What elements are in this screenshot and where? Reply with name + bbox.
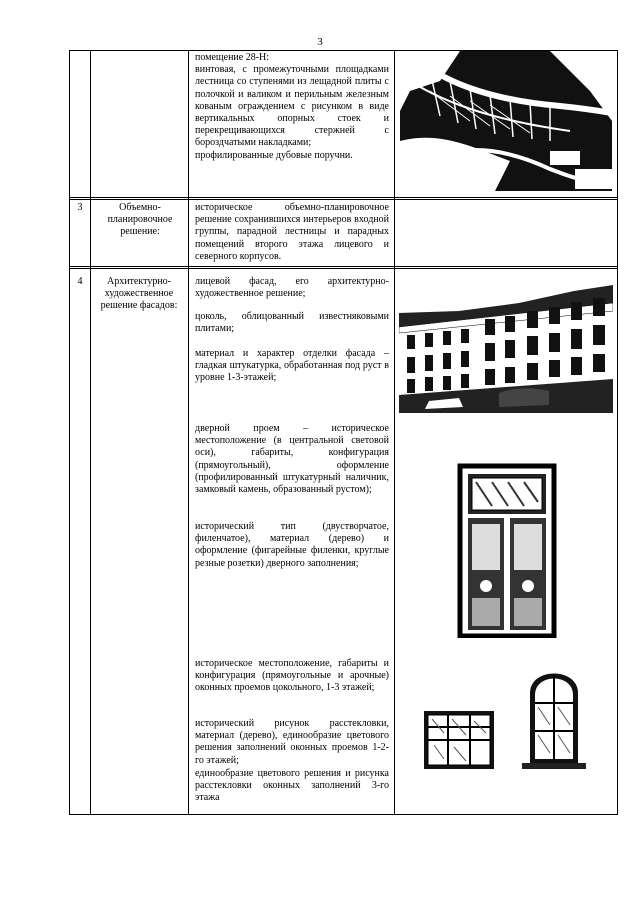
paragraph: профилированные дубовые поручни. — [195, 149, 353, 161]
row-divider — [69, 197, 618, 198]
facade-item: исторический рисунок расстекловки, материал (дерево), единообразие цветового решения заполнений оконных проемов 1-2-го этажей; — [195, 718, 389, 766]
row-heading: Архитектурно-художественное решение фасадов: — [100, 276, 178, 311]
paragraph: винтовая, с промежуточными площадками лестница со ступенями из лещадной плиты с полочкой и валиком и перильным железным кованым ограждением с рисунком в виде вертикальных опорных стоек и перекрещивающихся стержней с бороздчатыми накладками; — [195, 64, 389, 149]
row-1-description — [195, 52, 389, 162]
facade-item: историческое местоположение, габариты и конфигурация (прямоугольные и арочные) оконных проемов цокольного, 1-3 этажей; — [195, 658, 389, 694]
column-divider — [188, 50, 189, 815]
facade-item: лицевой фасад, его архитектурно-художественное решение; — [195, 276, 389, 300]
row-divider — [69, 268, 618, 269]
facade-item: единообразие цветового решения и рисунка расстекловки оконных заполнений 3-го этажа — [195, 768, 389, 804]
facade-item: материал и характер отделки фасада – гладкая штукатурка, обработанная под руст в уровне 1-3-этажей; — [195, 348, 389, 384]
row-3-description — [195, 202, 389, 263]
windows-photo — [410, 663, 610, 795]
page-number: 3 — [317, 36, 323, 48]
door-photo — [452, 462, 562, 638]
facade-item: исторический тип (двустворчатое, филенчатое), материал (дерево) и оформление (фигарейные филенки, круглые резные розетки) дверного заполнения; — [195, 521, 389, 569]
staircase-photo — [400, 51, 612, 191]
paragraph: помещение 28-Н: — [195, 52, 270, 63]
row-number: 3 — [77, 202, 83, 213]
facade-item: цоколь, облицованный известняковыми плитами; — [195, 311, 389, 335]
row-number: 4 — [77, 276, 83, 287]
row-heading: Объемно-планировочное решение: — [107, 202, 173, 237]
column-divider — [90, 50, 91, 815]
row-divider — [69, 199, 618, 200]
facade-item: дверной проем – историческое местоположение (в центральной световой оси), габариты, конфигурация (прямоугольный), оформление (профилированный штукатурный наличник, замковый камень, образованный рустом); — [195, 423, 389, 496]
paragraph: историческое объемно-планировочное решение сохранившихся интерьеров входной группы, парадной лестницы и парадных помещений второго этажа лицевого и северного корпусов. — [195, 202, 389, 262]
facade-photo — [399, 283, 613, 413]
column-divider — [394, 50, 395, 815]
row-divider — [69, 266, 618, 267]
